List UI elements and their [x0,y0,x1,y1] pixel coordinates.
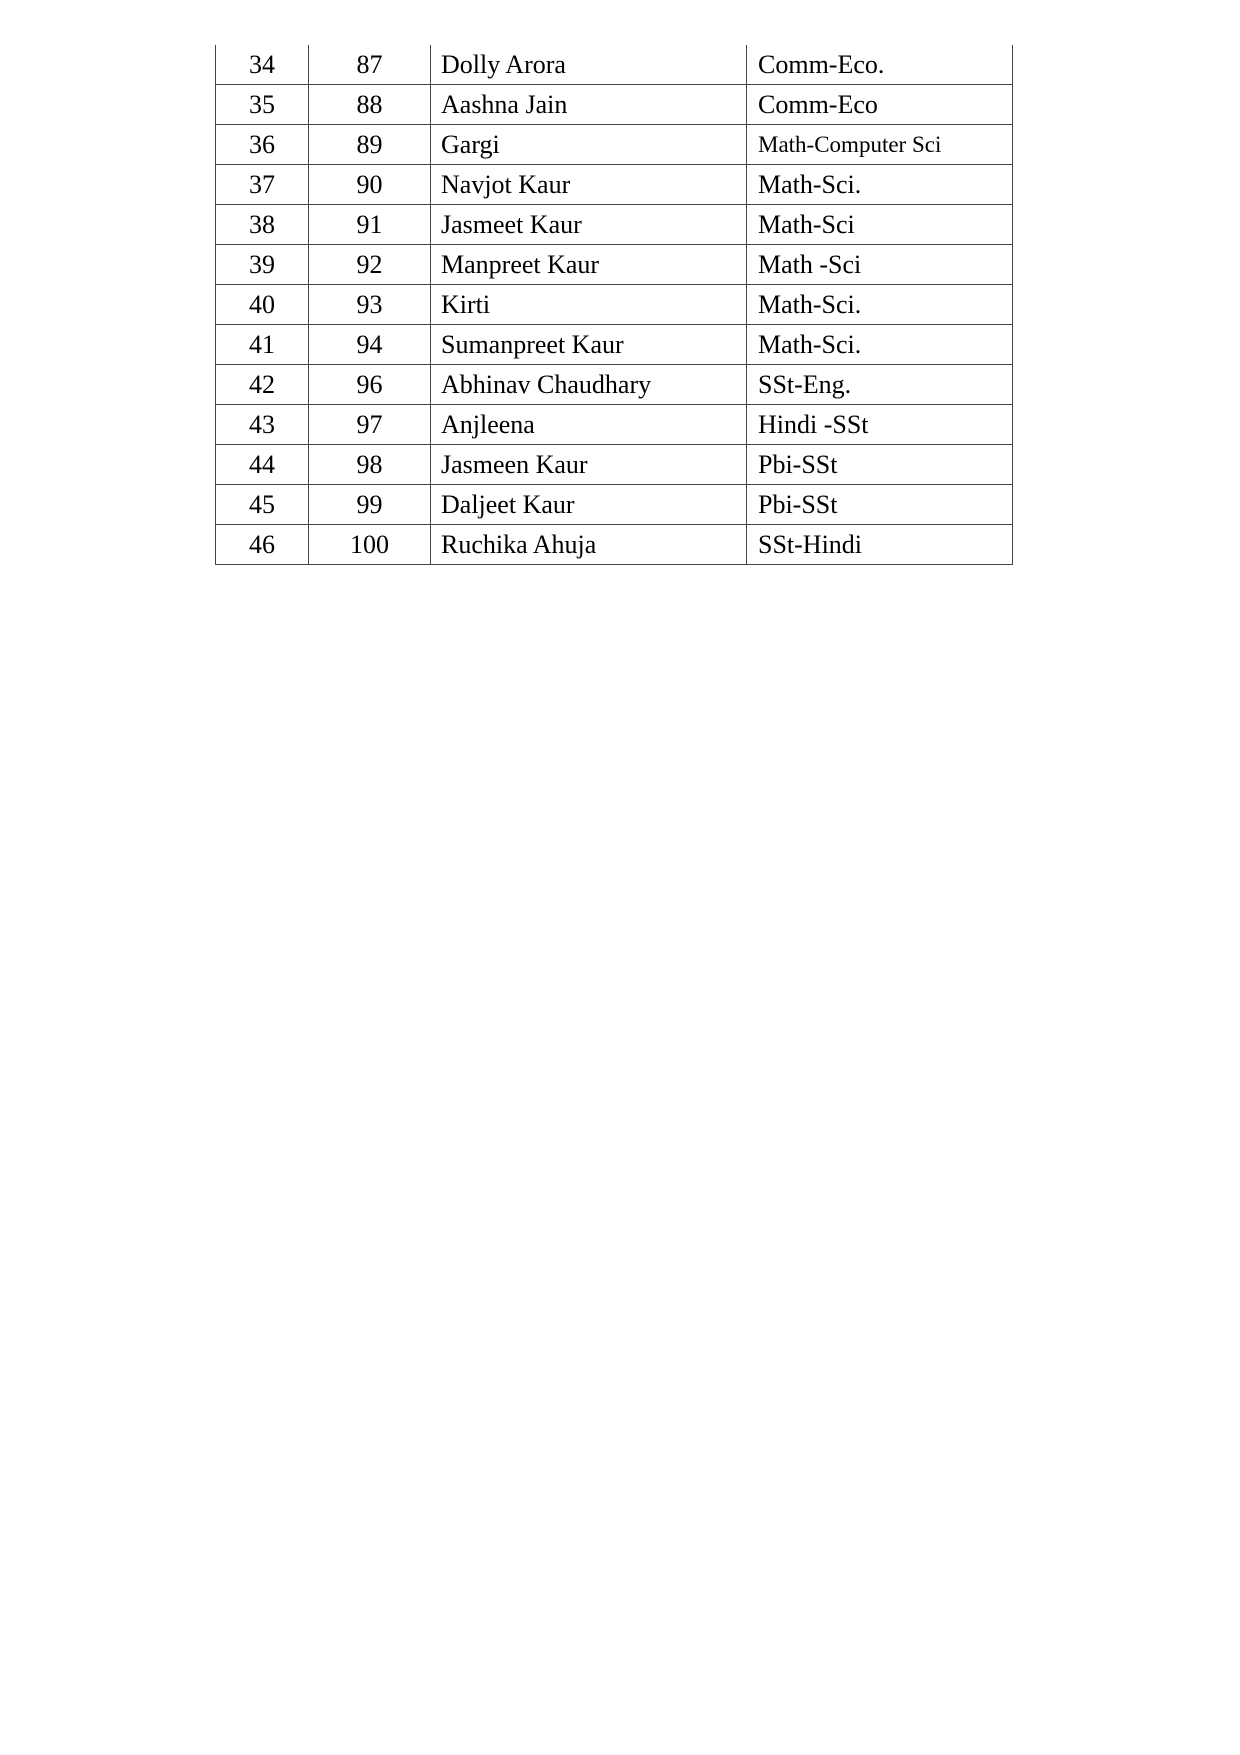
table-row [216,365,1013,405]
subject-cell: Math -Sci [747,245,1013,285]
roll-number-cell: 88 [309,85,431,125]
name-cell: Anjleena [431,405,747,445]
name-cell: Aashna Jain [431,85,747,125]
name-cell: Manpreet Kaur [431,245,747,285]
table-row [216,485,1013,525]
roll-number-cell: 100 [309,525,431,565]
roll-number-cell: 91 [309,205,431,245]
table-body [216,45,1013,565]
name-cell: Jasmeen Kaur [431,445,747,485]
table-row [216,125,1013,165]
table-row [216,525,1013,565]
table-row [216,445,1013,485]
serial-number-cell: 34 [216,45,309,85]
serial-number-cell: 42 [216,365,309,405]
subject-cell: Math-Sci [747,205,1013,245]
roll-number-cell: 94 [309,325,431,365]
name-cell: Gargi [431,125,747,165]
serial-number-cell: 39 [216,245,309,285]
name-cell: Ruchika Ahuja [431,525,747,565]
subject-cell: Comm-Eco. [747,45,1013,85]
table-row [216,85,1013,125]
subject-cell: SSt-Hindi [747,525,1013,565]
serial-number-cell: 36 [216,125,309,165]
name-cell: Jasmeet Kaur [431,205,747,245]
serial-number-cell: 41 [216,325,309,365]
roll-number-cell: 98 [309,445,431,485]
subject-cell: Pbi-SSt [747,485,1013,525]
serial-number-cell: 44 [216,445,309,485]
roll-number-cell: 92 [309,245,431,285]
subject-cell: Comm-Eco [747,85,1013,125]
serial-number-cell: 43 [216,405,309,445]
roll-number-cell: 97 [309,405,431,445]
roll-number-cell: 93 [309,285,431,325]
document-table-container [215,45,1013,565]
name-cell: Dolly Arora [431,45,747,85]
serial-number-cell: 35 [216,85,309,125]
serial-number-cell: 40 [216,285,309,325]
roll-number-cell: 89 [309,125,431,165]
table-row [216,405,1013,445]
roll-number-cell: 90 [309,165,431,205]
name-cell: Abhinav Chaudhary [431,365,747,405]
roll-number-cell: 96 [309,365,431,405]
subject-cell: Hindi -SSt [747,405,1013,445]
name-cell: Daljeet Kaur [431,485,747,525]
name-cell: Navjot Kaur [431,165,747,205]
table-row [216,165,1013,205]
staff-list-table [215,45,1013,565]
table-row [216,205,1013,245]
serial-number-cell: 45 [216,485,309,525]
serial-number-cell: 38 [216,205,309,245]
subject-cell: Pbi-SSt [747,445,1013,485]
table-row [216,285,1013,325]
subject-cell: Math-Sci. [747,325,1013,365]
roll-number-cell: 87 [309,45,431,85]
subject-cell: Math-Computer Sci [747,125,1013,165]
subject-cell: SSt-Eng. [747,365,1013,405]
roll-number-cell: 99 [309,485,431,525]
name-cell: Kirti [431,285,747,325]
serial-number-cell: 37 [216,165,309,205]
table-row [216,325,1013,365]
table-row [216,245,1013,285]
serial-number-cell: 46 [216,525,309,565]
subject-cell: Math-Sci. [747,165,1013,205]
table-row [216,45,1013,85]
name-cell: Sumanpreet Kaur [431,325,747,365]
subject-cell: Math-Sci. [747,285,1013,325]
